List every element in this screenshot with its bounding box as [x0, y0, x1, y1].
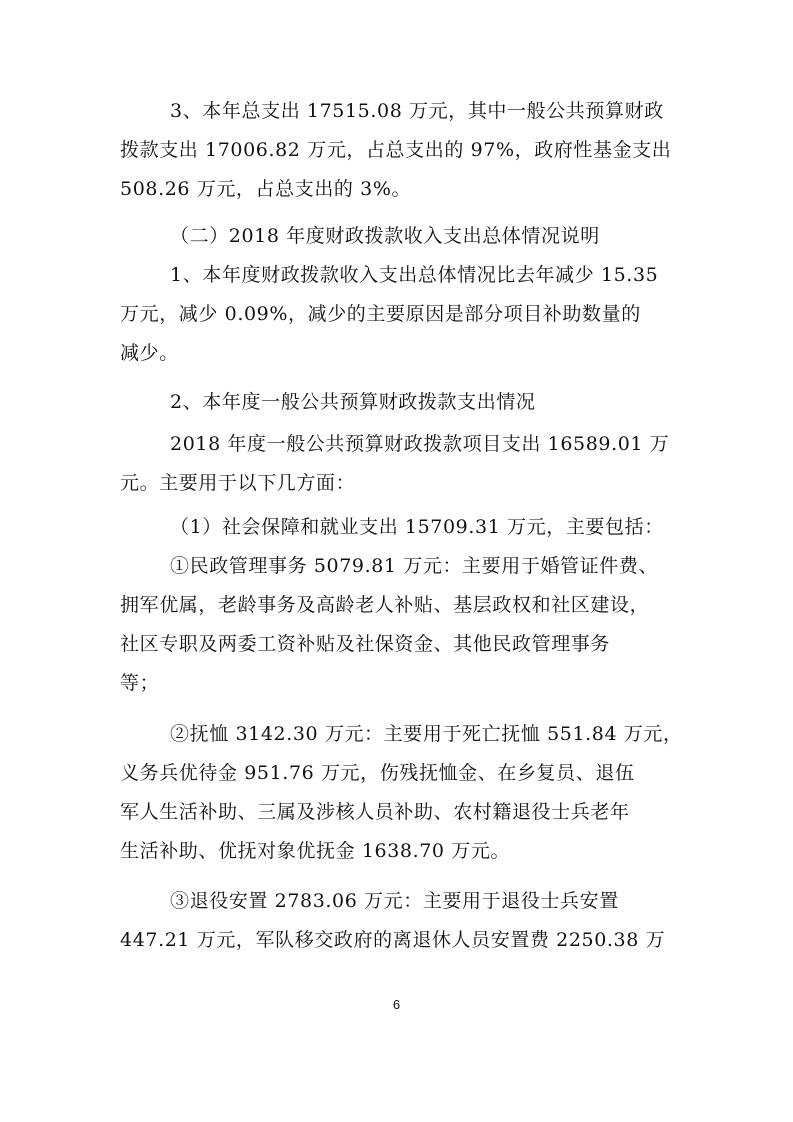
text-line: 2018 年度一般公共预算财政拨款项目支出 16589.01 万	[170, 433, 670, 455]
text-line: 社区专职及两委工资补贴及社保资金、其他民政管理事务	[120, 633, 611, 655]
text-line: 508.26 万元，占总支出的 3%。	[120, 178, 412, 200]
text-line: 生活补助、优抚对象优抚金 1638.70 万元。	[120, 840, 511, 862]
text-line: 减少。	[120, 342, 179, 364]
page-number: 6	[392, 997, 401, 1012]
subsection-heading	[120, 383, 690, 422]
paragraph-project-expenditure	[120, 425, 690, 503]
paragraph-resettlement	[120, 882, 690, 960]
text-line: 1、本年度财政拨款收入支出总体情况比去年减少 15.35	[170, 264, 659, 286]
paragraph-total-expenditure	[120, 92, 690, 209]
text-line: 拨款支出 17006.82 万元，占总支出的 97%，政府性基金支出	[120, 139, 672, 161]
text-line: （二）2018 年度财政拨款收入支出总体情况说明	[170, 225, 600, 247]
text-line: 军人生活补助、三属及涉核人员补助、农村籍退役士兵老年	[120, 801, 630, 823]
text-line: ③退役安置 2783.06 万元：主要用于退役士兵安置	[170, 890, 619, 912]
text-line: 等；	[120, 672, 160, 694]
text-line: 拥军优属，老龄事务及高龄老人补贴、基层政权和社区建设，	[120, 594, 650, 616]
text-line: 义务兵优待金 951.76 万元，伤残抚恤金、在乡复员、退伍	[120, 762, 635, 784]
paragraph-pension	[120, 715, 690, 871]
text-line: 万元，减少 0.09%，减少的主要原因是部分项目补助数量的	[120, 303, 641, 325]
text-line: 3、本年总支出 17515.08 万元，其中一般公共预算财政	[170, 100, 664, 122]
text-line: （1）社会保障和就业支出 15709.31 万元，主要包括：	[170, 516, 664, 538]
text-line: 2、本年度一般公共预算财政拨款支出情况	[170, 391, 536, 413]
text-line: ②抚恤 3142.30 万元：主要用于死亡抚恤 551.84 万元，	[170, 723, 683, 745]
paragraph-civil-affairs	[120, 547, 690, 703]
paragraph-social-security	[120, 508, 690, 547]
section-heading	[120, 217, 690, 256]
text-line: 447.21 万元，军队移交政府的离退休人员安置费 2250.38 万	[120, 929, 666, 951]
paragraph-overall-change	[120, 256, 690, 373]
text-line: 元。主要用于以下几方面：	[120, 472, 356, 494]
text-line: ①民政管理事务 5079.81 万元：主要用于婚管证件费、	[170, 555, 659, 577]
